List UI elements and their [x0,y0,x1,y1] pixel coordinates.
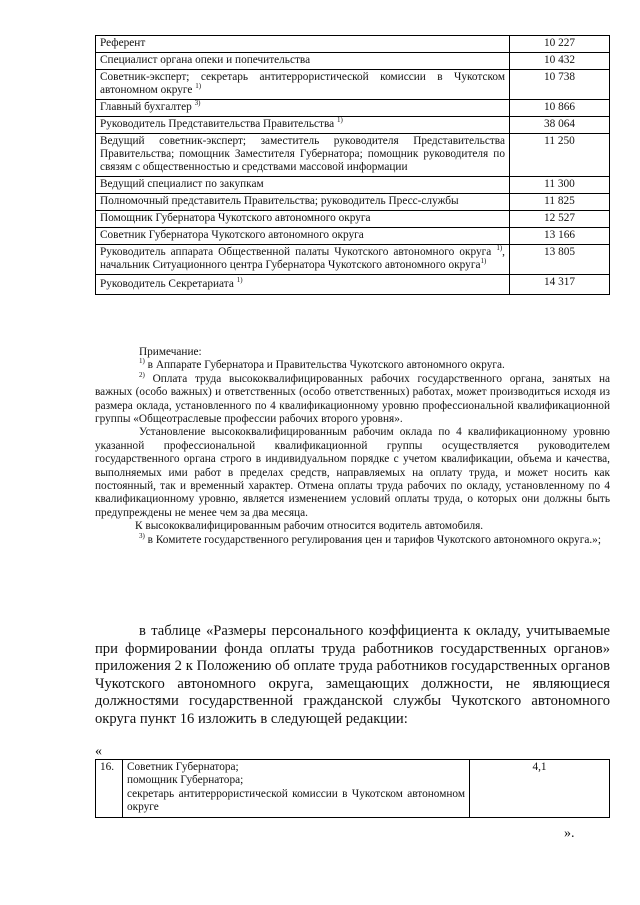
item-number: 16. [96,760,123,818]
position-cell [96,211,510,228]
footnote-mark: 3) [194,99,201,108]
footnote-mark: 1) [480,257,487,266]
table-row [96,194,610,211]
coefficient-table [95,759,610,818]
footnote-mark: 1) [236,276,243,285]
table-row [96,100,610,117]
position-cell [96,275,510,295]
amendment-paragraph: в таблице «Размеры персонального коэффициента к окладу, учитываемые при формировании фонда оплаты труда работников государственных органов» приложения 2 к Положению об оплате труда работников государственных органов Чукотского автономного округа, замещающих должности, не являющиеся должностями государственной гражданской службы Чукотского автономного округа пункт 16 изложить в следующей редакции: [95,623,610,727]
footnote-mark: 2) [139,371,145,380]
position-cell [96,134,510,177]
salary-value-cell: 13 805 [510,245,610,275]
note-text: Оплата труда высококвалифицированных рабочих государственного органа, занятых на важных (особо важных) и ответственных (особо ответственных) работах, может производиться исходя из размера оклада, установленного по 4 квалификационному уровню профессиональной квалификационной группы «Общеотраслевые профессии рабочих второго уровня». [95,372,610,426]
position-text: Полномочный представитель Правительства; руководитель Пресс-службы [100,195,459,207]
position-cell [96,177,510,194]
position-cell [96,194,510,211]
salary-value-cell: 11 825 [510,194,610,211]
salary-value-cell: 10 432 [510,53,610,70]
note-text: в Аппарате Губернатора и Правительства Чукотского автономного округа. [144,359,505,372]
table-row [96,177,610,194]
footnote-mark: 3) [139,531,145,540]
table-row [96,134,610,177]
salary-value-cell: 11 300 [510,177,610,194]
position-line: помощник Губернатора; [127,774,244,787]
position-text: Советник-эксперт; секретарь антитеррористической комиссии в Чукотском автономном округе [100,71,505,96]
footnote-mark: 1) [496,244,503,253]
position-line: Советник Губернатора; [127,761,239,773]
amendment-paragraph-block [95,623,610,729]
table-row [96,760,610,818]
note-paragraph: Установление высококвалифицированным рабочим оклада по 4 квалификационному уровню указанной профессиональной квалификационной группы осуществляется руководителем государственного органа строго в индивидуальном порядке с учетом квалификации, объема и качества, выполняемых ими работ в пределах средств, направляемых на оплату труда, и может носить как постоянный, так и временный характер. Отмена оплаты труда рабочих по окладу, установленному по 4 квалификационному уровню, является изменением условий оплаты труда, о которых они должны быть предупреждены не менее чем за два месяца. [95,426,610,519]
coefficient-value: 4,1 [470,760,610,818]
table-row [96,211,610,228]
table-row [96,117,610,134]
position-cell [96,228,510,245]
table-row [96,70,610,100]
table-row [96,275,610,295]
opening-quote: « [95,744,102,759]
table-row [96,228,610,245]
note-3 [95,531,610,547]
position-text: Главный бухгалтер [100,101,192,113]
notes-block [95,346,610,547]
position-cell [96,70,510,100]
table-row [96,53,610,70]
note-text: в Комитете государственного регулирования цен и тарифов Чукотского автономного округа.»; [144,533,601,546]
position-line: секретарь антитеррористической комиссии в Чукотском автономном округе [127,787,465,814]
salary-value-cell: 12 527 [510,211,610,228]
position-text: Помощник Губернатора Чукотского автономного округа [100,212,371,224]
salary-value-cell: 10 738 [510,70,610,100]
position-cell [96,100,510,117]
salary-value-cell: 14 317 [510,275,610,295]
table-row [96,245,610,275]
note-paragraph: К высококвалифицированным рабочим относится водитель автомобиля. [135,520,484,533]
salary-value-cell: 38 064 [510,117,610,134]
position-cell [96,36,510,53]
position-text: Руководитель Секретариата [100,278,234,290]
position-text: Референт [100,37,146,49]
footnote-mark: 1) [336,116,343,125]
footnote-mark: 1) [139,357,145,366]
footnote-mark: 1) [195,82,202,91]
note-2 [95,373,610,427]
salary-value-cell: 10 227 [510,36,610,53]
position-text: , начальник Ситуационного центра Губернатора Чукотского автономного округа [100,246,505,271]
salary-value-cell: 10 866 [510,100,610,117]
position-text: Руководитель аппарата Общественной палаты Чукотского автономного округа [100,246,492,258]
position-text: Ведущий специалист по закупкам [100,178,264,190]
notes-heading: Примечание: [139,346,202,358]
position-text: Руководитель Представительства Правительства [100,118,335,130]
salary-value-cell: 11 250 [510,134,610,177]
salary-table [95,35,610,295]
position-text: Ведущий советник-эксперт; заместитель руководителя Представительства Правительства; помощник Заместителя Губернатора; помощник руководителя по связям с общественностью и средствами массовой информации [100,135,505,173]
position-text: Советник Губернатора Чукотского автономного округа [100,229,364,241]
position-cell [123,760,470,818]
position-cell [96,245,510,275]
note-1 [95,359,610,372]
position-cell [96,53,510,70]
position-text: Специалист органа опеки и попечительства [100,54,311,66]
table-row [96,36,610,53]
salary-value-cell: 13 166 [510,228,610,245]
position-cell [96,117,510,134]
closing-quote: ». [564,826,575,841]
